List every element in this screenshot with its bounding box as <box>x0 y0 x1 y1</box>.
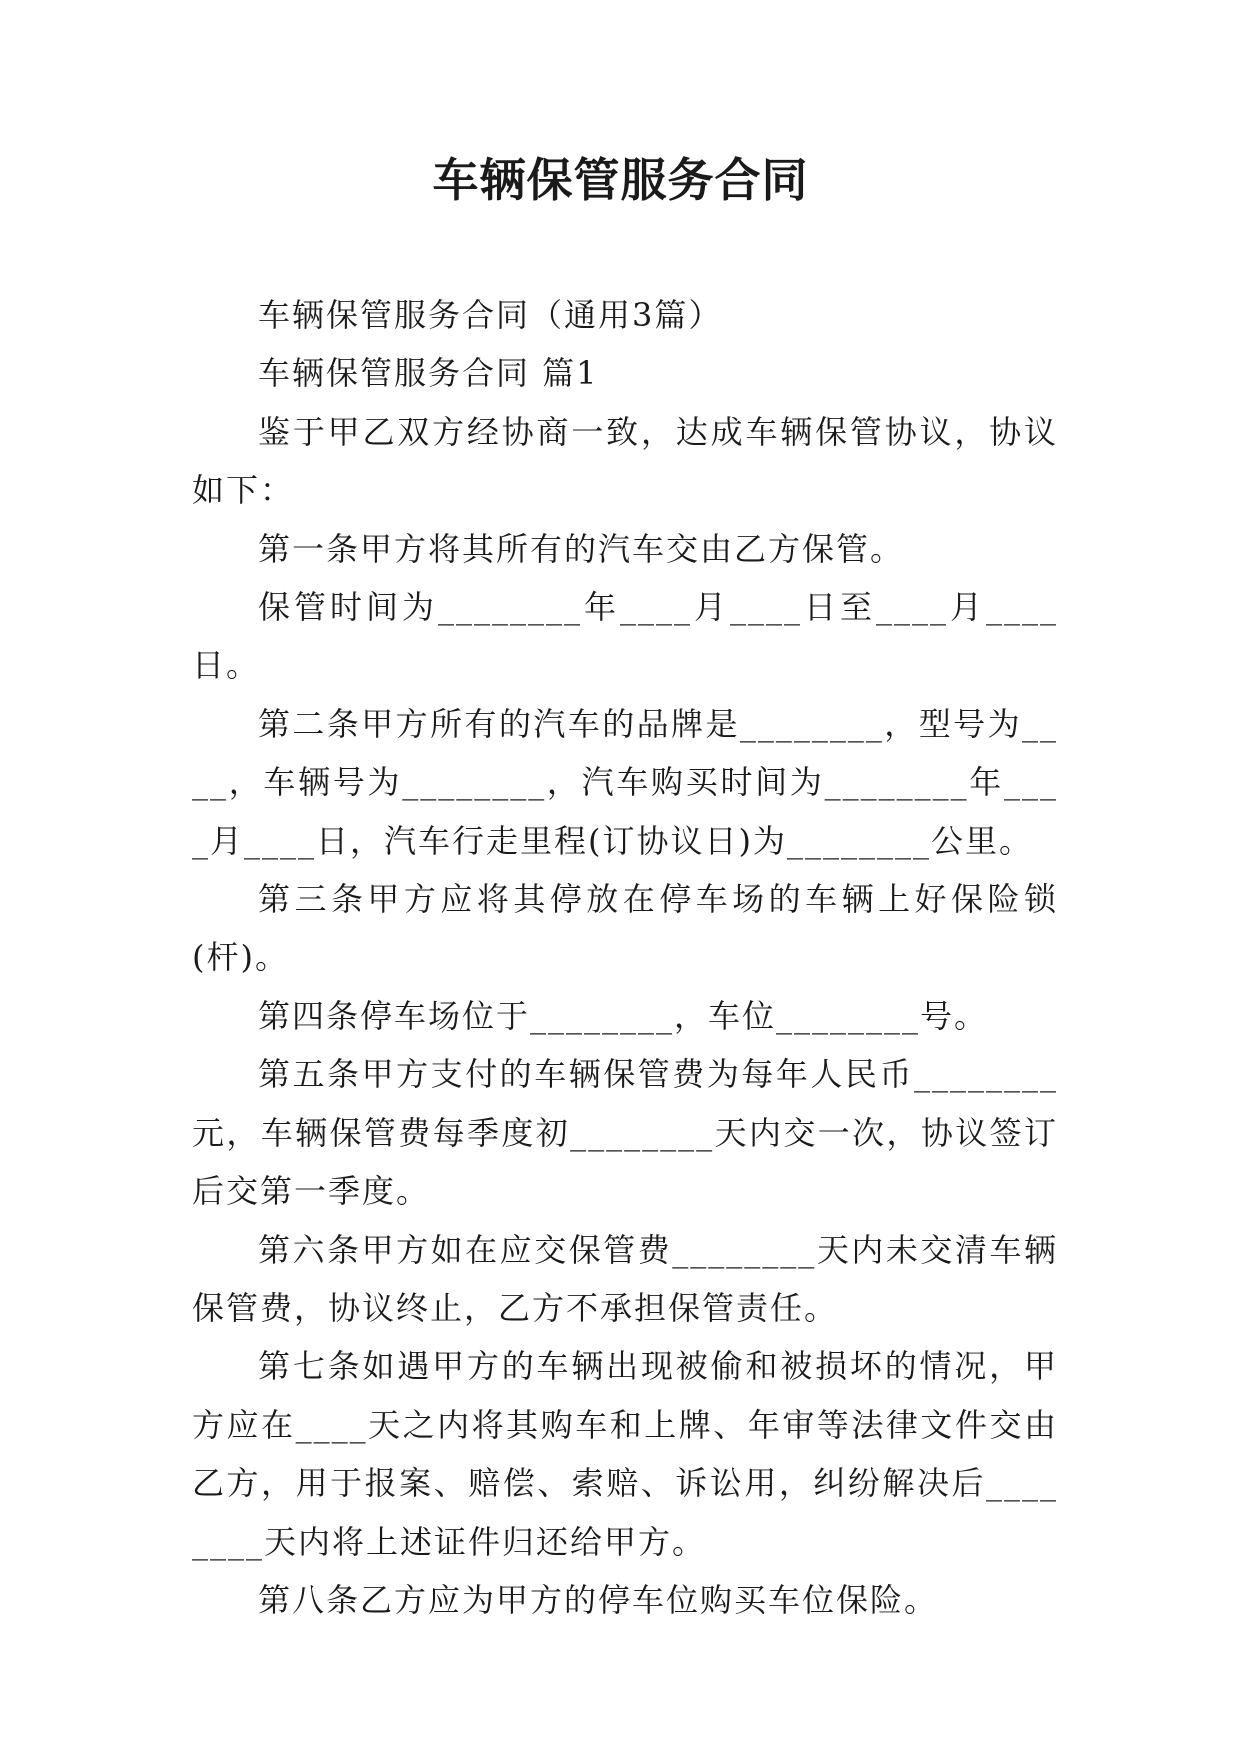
paragraph-article-4: 第四条停车场位于________，车位________号。 <box>258 996 989 1035</box>
paragraph-article-5: 第五条甲方支付的车辆保管费为每年人民币________元，车辆保管费每季度初________天内交一次，协议签订后交第一季度。 <box>192 1055 1058 1211</box>
paragraph-article-6: 第六条甲方如在应交保管费________天内未交清车辆保管费，协议终止，乙方不承担保管责任。 <box>192 1230 1058 1327</box>
paragraph-custody-period: 保管时间为________年____月____日至____月____日。 <box>192 588 1058 685</box>
paragraph-article-7: 第七条如遇甲方的车辆出现被偷和被损坏的情况，甲方应在____天之内将其购车和上牌、年审等法律文件交由乙方，用于报案、赔偿、索赔、诉讼用，纠纷解决后________天内将上述证件归还给甲方。 <box>192 1347 1058 1561</box>
paragraph-article-1: 第一条甲方将其所有的汽车交由乙方保管。 <box>258 529 905 568</box>
paragraph-article-3: 第三条甲方应将其停放在停车场的车辆上好保险锁(杆)。 <box>192 880 1058 977</box>
paragraph-article-8: 第八条乙方应为甲方的停车位购买车位保险。 <box>258 1580 939 1619</box>
document-title: 车辆保管服务合同 <box>432 153 809 207</box>
paragraph-article-2: 第二条甲方所有的汽车的品牌是________，型号为____，车辆号为________，汽车购买时间为________年____月____日，汽车行走里程(订协议日)为________公里。 <box>192 704 1058 860</box>
document-body <box>192 286 1058 1629</box>
paragraph-preamble: 鉴于甲乙双方经协商一致，达成车辆保管协议，协议如下： <box>192 412 1058 510</box>
paragraph-section-title: 车辆保管服务合同 篇1 <box>258 354 599 393</box>
paragraph-heading: 车辆保管服务合同（通用3篇） <box>258 296 723 334</box>
